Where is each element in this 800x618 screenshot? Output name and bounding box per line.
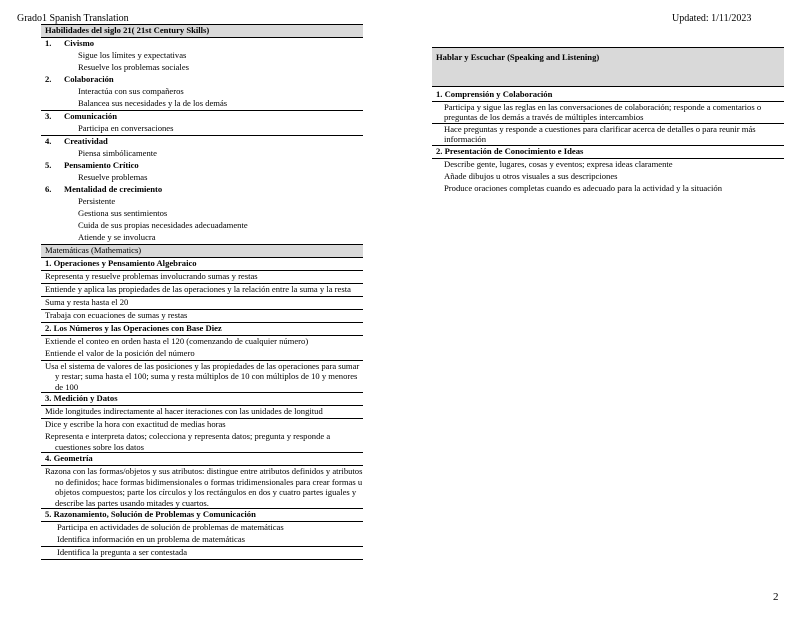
math-standard: Usa el sistema de valores de las posiciones y las propiedades de las operaciones para sumar y restar; suma hasta el 100; suma y resta múltiplos de 10 con múltiplos de 10 y menores de 100 [41, 361, 363, 393]
math-standard: Extiende el conteo en orden hasta el 120 (comenzando de cualquier número) [45, 336, 309, 346]
speaking-title: Hablar y Escuchar (Speaking and Listening) [432, 48, 784, 87]
skills-list-item: Balancea sus necesidades y la de los demás [78, 98, 228, 108]
skills-math-table [41, 24, 363, 560]
skills-list-item: Interactúa con sus compañeros [78, 86, 184, 96]
math-standard: Razona con las formas/objetos y sus atributos: distingue entre atributos definidos y atributos no definidos; hace formas bidimensionales o formas tridimensionales para crear formas u objetos compuestos; parte los círculos y los rectángulos en dos y cuatro partes iguales y describe las partes usando mitades y cuartos. [41, 466, 363, 509]
skills-section-heading: 5. Pensamiento Crítico [45, 160, 139, 170]
math-standard: Trabaja con ecuaciones de sumas y restas [41, 310, 363, 323]
speaking-standard: Añade dibujos u otros visuales a sus descripciones [444, 170, 618, 181]
math-section-heading: 1. Operaciones y Pensamiento Algebraico [41, 258, 363, 271]
math-standard: Representa y resuelve problemas involucrando sumas y restas [41, 271, 363, 284]
math-standard: Participa en actividades de solución de problemas de matemáticas [57, 522, 284, 533]
speaking-section-heading: 1. Comprensión y Colaboración [432, 87, 784, 102]
math-standard: Mide longitudes indirectamente al hacer iteraciones con las unidades de longitud [41, 406, 363, 419]
skills-list-item: Piensa simbólicamente [78, 148, 157, 158]
math-standard: Suma y resta hasta el 20 [41, 297, 363, 310]
math-section-heading: 4. Geometría [41, 453, 363, 466]
math-section-heading: 3. Medición y Datos [41, 393, 363, 406]
skills-list-item: Cuida de sus propias necesidades adecuadamente [78, 220, 248, 230]
math-standard: Dice y escribe la hora con exactitud de medias horas [45, 419, 226, 430]
math-standard: Representa e interpreta datos; colecciona y representa datos; pregunta y responde a cuestiones sobre los datos [41, 431, 363, 452]
math-standard: Entiende y aplica las propiedades de las operaciones y la relación entre la suma y la resta [41, 284, 363, 297]
math-standard: Identifica la pregunta a ser contestada [41, 547, 363, 560]
skills-list-item: Resuelve los problemas sociales [78, 62, 189, 72]
document-header-left: Grado1 Spanish Translation [17, 13, 129, 24]
math-standard: Entiende el valor de la posición del número [41, 348, 363, 361]
math-standard: Identifica información en un problema de matemáticas [41, 534, 363, 547]
math-title: Matemáticas (Mathematics) [41, 245, 363, 258]
speaking-section-heading: 2. Presentación de Conocimiento e Ideas [432, 145, 784, 158]
speaking-standard: Hace preguntas y responde a cuestiones para clarificar acerca de detalles o para reunir más información [432, 123, 784, 145]
speaking-listening-table [432, 47, 784, 195]
skills-section-heading: 6. Mentalidad de crecimiento [45, 184, 163, 194]
math-section-heading: 2. Los Números y las Operaciones con Base Diez [41, 323, 363, 336]
skills-list-item: Gestiona sus sentimientos [78, 208, 168, 218]
skills-section-heading: 1. Civismo [45, 38, 95, 48]
skills-list-item: Resuelve problemas [78, 172, 148, 182]
math-section-heading: 5. Razonamiento, Solución de Problemas y Comunicación [41, 509, 363, 522]
skills-list-item: Participa en conversaciones [78, 123, 174, 133]
speaking-standard: Participa y sigue las reglas en las conversaciones de colaboración; responde a comentarios o preguntas de los demás a través de múltiples intercambios [432, 102, 784, 124]
skills-title: Habilidades del siglo 21( 21st Century Skills) [41, 25, 363, 38]
skills-list-item: Sigue los límites y expectativas [78, 50, 187, 60]
page-number: 2 [773, 591, 779, 603]
skills-section-heading: 2. Colaboración [45, 74, 114, 84]
speaking-standard: Describe gente, lugares, cosas y eventos; expresa ideas claramente [444, 158, 673, 169]
skills-section-heading: 3. Comunicación [41, 111, 363, 124]
document-header-date: Updated: 1/11/2023 [672, 13, 752, 24]
skills-list-item: Persistente [78, 196, 116, 206]
speaking-standard: Produce oraciones completas cuando es adecuado para la actividad y la situación [444, 182, 722, 193]
skills-list-item: Atiende y se involucra [78, 232, 156, 242]
skills-section-heading: 4. Creatividad [41, 136, 363, 149]
